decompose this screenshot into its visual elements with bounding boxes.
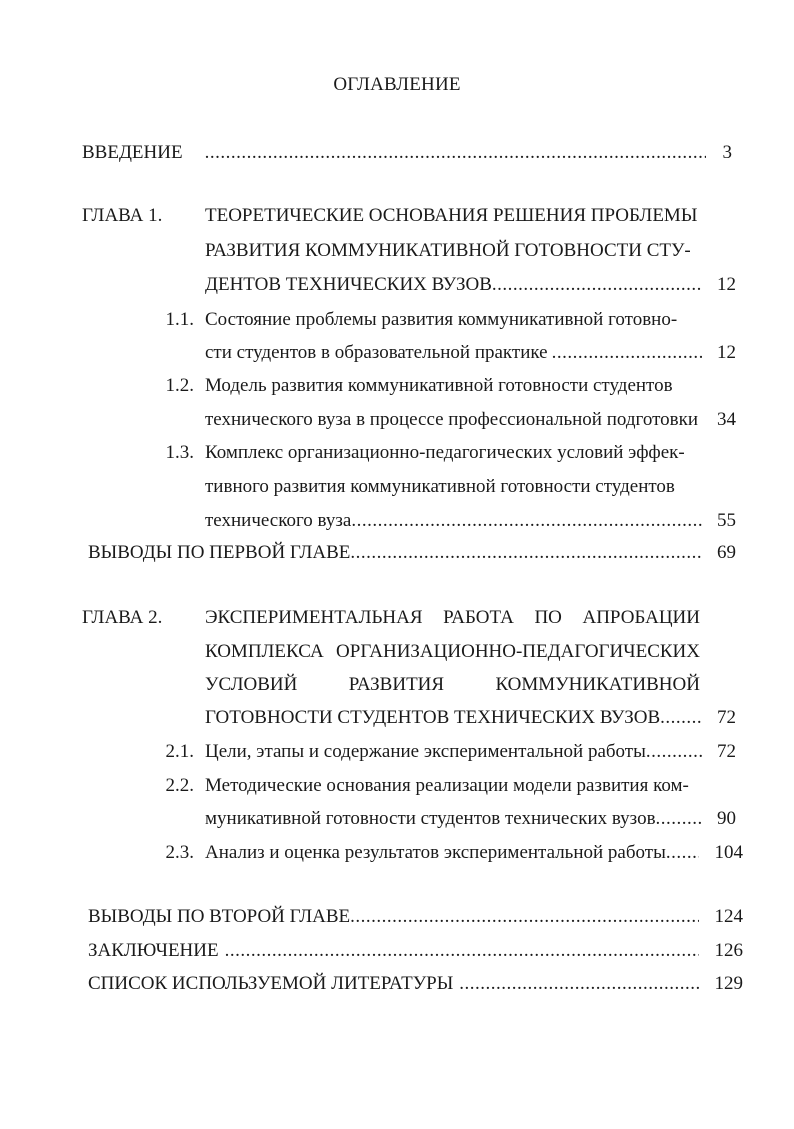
section-title-line [205,409,736,431]
section-title-line [205,342,736,364]
toc-entry-intro [82,142,732,164]
section-number: 1.2. [165,375,194,396]
title-word: КОМПЛЕКСА [205,641,324,662]
toc-entry-label: ВВЕДЕНИЕ [82,142,183,163]
dot-leader [552,342,702,364]
page-number: 12 [717,274,736,295]
section-title-line [205,842,743,864]
section-number: 2.1. [165,741,194,762]
title-word: ПО [534,607,562,628]
chapter-1-title-line-3 [205,274,736,296]
page-number: 72 [717,741,736,762]
dot-leader [205,142,706,164]
section-title-line: Комплекс организационно-педагогических условий эффек- [205,442,685,463]
section-number: 1.1. [165,309,194,330]
chapter-2-title-line-4 [205,707,736,729]
page-number: 72 [717,707,736,728]
page-number: 34 [717,409,736,430]
dot-leader [666,842,699,864]
chapter-2-label: ГЛАВА 2. [82,607,163,628]
page-number: 104 [714,842,743,863]
section-title-line: Методические основания реализации модели развития ком- [205,775,689,796]
toc-entry-label: Анализ и оценка результатов экспериментальной работы [205,842,666,863]
dot-leader [656,808,702,830]
section-title-line [205,510,736,532]
title-word: РАЗВИТИЯ [348,674,445,695]
toc-entry-conclusion [88,940,743,962]
dot-leader [225,940,699,962]
page-number: 55 [717,510,736,531]
toc-entry-label: ВЫВОДЫ ПО ПЕРВОЙ ГЛАВЕ [88,542,351,563]
page-number: 124 [714,906,743,927]
chapter-2-title-line-1 [205,607,700,629]
title-word: АПРОБАЦИИ [582,607,700,628]
toc-entry-bibliography [88,973,743,995]
dot-leader [350,542,702,564]
page-number: 69 [717,542,736,563]
toc-entry-label: сти студентов в образовательной практике [205,342,548,363]
section-number: 2.2. [165,775,194,796]
title-word: КОММУНИКАТИВНОЙ [495,674,700,695]
toc-entry-label: ЗАКЛЮЧЕНИЕ [88,940,219,961]
dot-leader [646,741,702,763]
toc-entry-label: муникативной готовности студентов технических вузов [205,808,656,829]
toc-entry-label: Цели, этапы и содержание экспериментальной работы [205,741,646,762]
page-title: ОГЛАВЛЕНИЕ [333,74,461,95]
chapter-1-title-line-2: РАЗВИТИЯ КОММУНИКАТИВНОЙ ГОТОВНОСТИ СТУ- [205,240,691,261]
toc-entry-label: технического вуза [205,510,352,531]
toc-entry-label: ВЫВОДЫ ПО ВТОРОЙ ГЛАВЕ [88,906,351,927]
section-number: 2.3. [165,842,194,863]
toc-entry-chapter-2-conclusions [88,906,743,928]
title-word: ОРГАНИЗАЦИОННО-ПЕДАГОГИЧЕСКИХ [336,641,700,662]
dot-leader [459,973,699,995]
section-title-line [205,808,736,830]
dot-leader [492,274,702,296]
section-title-line [205,741,736,763]
chapter-2-title-line-2 [205,641,700,663]
toc-entry-label: ГОТОВНОСТИ СТУДЕНТОВ ТЕХНИЧЕСКИХ ВУЗОВ [205,707,661,728]
page-number: 129 [714,973,743,994]
dot-leader [350,906,699,928]
chapter-2-title-line-3 [205,674,700,696]
title-word: ЭКСПЕРИМЕНТАЛЬНАЯ [205,607,423,628]
toc-entry-label: ДЕНТОВ ТЕХНИЧЕСКИХ ВУЗОВ [205,274,492,295]
page-number: 126 [714,940,743,961]
toc-entry-label: технического вуза в процессе профессиональной подготовки [205,409,699,430]
section-title-line: Состояние проблемы развития коммуникативной готовно- [205,309,678,330]
section-title-line: Модель развития коммуникативной готовности студентов [205,375,673,396]
page-number: 90 [717,808,736,829]
page-number: 12 [717,342,736,363]
dot-leader [351,510,702,532]
chapter-1-title-line-1: ТЕОРЕТИЧЕСКИЕ ОСНОВАНИЯ РЕШЕНИЯ ПРОБЛЕМЫ [205,205,698,226]
section-title-line: тивного развития коммуникативной готовности студентов [205,476,675,497]
title-word: РАБОТА [443,607,514,628]
dot-leader [660,707,702,729]
page-number: 3 [722,142,732,163]
title-word: УСЛОВИЙ [205,674,298,695]
chapter-1-label: ГЛАВА 1. [82,205,163,226]
toc-entry-label: СПИСОК ИСПОЛЬЗУЕМОЙ ЛИТЕРАТУРЫ [88,973,454,994]
toc-entry-chapter-1-conclusions [88,542,736,564]
section-number: 1.3. [165,442,194,463]
